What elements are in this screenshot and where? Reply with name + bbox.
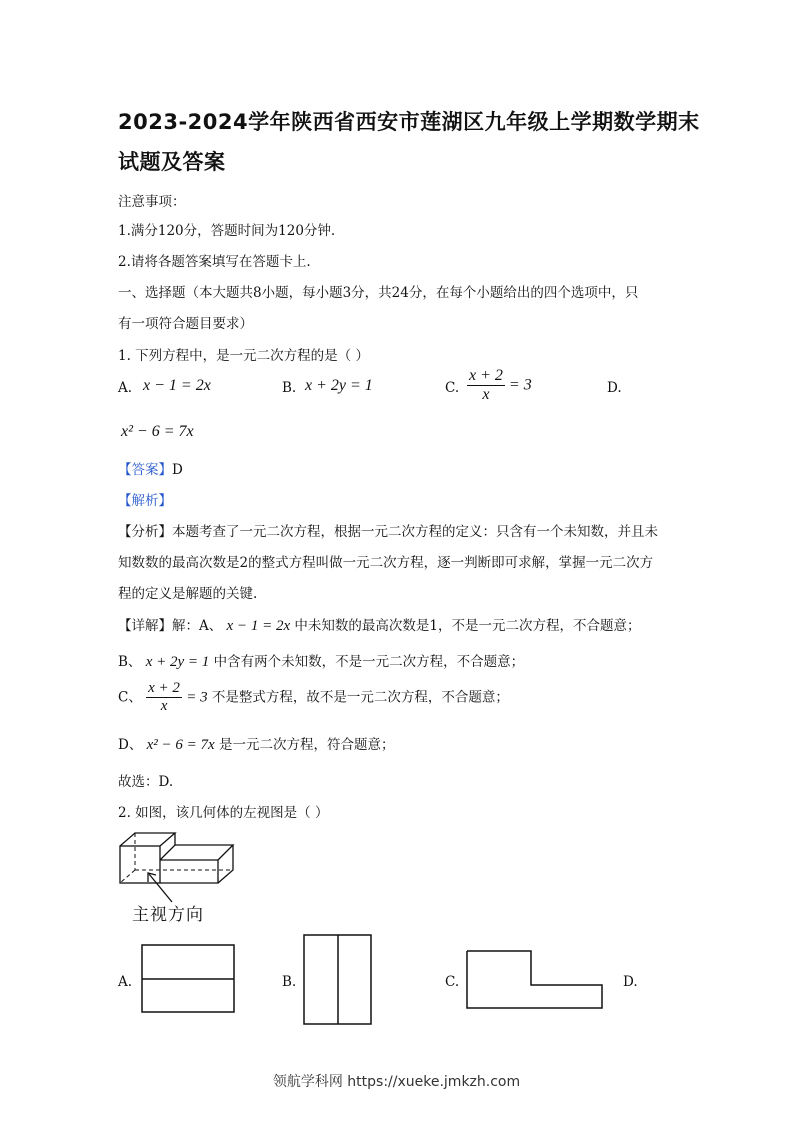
q1-option-b-label: B. — [282, 380, 297, 396]
detail-b-text: 中含有两个未知数，不是一元二次方程，不合题意； — [213, 654, 525, 670]
section-heading-line1: 一、选择题（本大题共8小题，每小题3分，共24分，在每个小题给出的四个选项中，只 — [118, 285, 639, 301]
detail-lead: 【详解】解：A、 — [118, 618, 223, 634]
q1-option-c-fraction — [467, 367, 505, 405]
detail-c-text: 不是整式方程，故不是一元二次方程，不合题意； — [211, 689, 509, 706]
detail-d-expr: x² − 6 = 7x — [146, 737, 215, 753]
q1-option-c-label: C. — [445, 380, 460, 396]
q2-option-b-figure — [303, 934, 373, 1026]
q1-option-a-label: A. — [118, 380, 133, 396]
q1-option-c-rhs: = 3 — [508, 376, 532, 394]
detail-c-rhs: = 3 — [186, 689, 208, 706]
q2-option-b-label: B. — [282, 974, 297, 990]
q1-option-b-expr: x + 2y = 1 — [305, 377, 373, 394]
page-title-line1: 2023-2024学年陕西省西安市莲湖区九年级上学期数学期末 — [118, 110, 700, 134]
analysis-line-3: 程的定义是解题的关键. — [118, 586, 258, 602]
q2-option-a-label: A. — [118, 974, 133, 990]
detail-a-text: 中未知数的最高次数是1，不是一元二次方程，不合题意； — [294, 618, 641, 634]
figure-caption: 主视方向 — [132, 905, 204, 925]
q1-option-d-label: D. — [607, 380, 622, 396]
q2-option-d-label: D. — [623, 974, 638, 990]
detail-b-lead: B、 — [118, 654, 142, 670]
answer-line — [118, 458, 183, 478]
question-1-stem: 1. 下列方程中，是一元二次方程的是（ ） — [118, 348, 369, 364]
detail-d-lead: D、 — [118, 737, 143, 753]
detail-line-b — [118, 650, 524, 671]
detail-line-a — [118, 614, 641, 635]
analysis-line-2: 知数数的最高次数是2的整式方程叫做一元二次方程，逐一判断即可求解，掌握一元二次方 — [118, 555, 654, 571]
q1-option-a-expr: x − 1 = 2x — [143, 377, 211, 394]
q1-option-d-expr: x² − 6 = 7x — [121, 423, 194, 440]
q1-option-c-numerator: x + 2 — [467, 367, 505, 386]
q2-solid-figure — [115, 828, 245, 888]
notice-item-2: 2.请将各题答案填写在答题卡上. — [118, 254, 311, 270]
q2-option-a-figure — [141, 944, 236, 1014]
q1-option-c-expr — [467, 367, 532, 405]
q2-option-c-figure — [466, 950, 604, 1010]
q2-option-c-label: C. — [445, 974, 460, 990]
detail-line-d — [118, 733, 394, 754]
detail-c-denominator: x — [160, 698, 168, 715]
answer-value: D — [172, 462, 183, 478]
notice-heading: 注意事项： — [118, 194, 186, 210]
notice-item-1: 1.满分120分，答题时间为120分钟. — [118, 223, 336, 239]
detail-c-lead: C、 — [118, 689, 142, 706]
detail-d-text: 是一元二次方程，符合题意； — [218, 737, 395, 753]
question-2-stem: 2. 如图，该几何体的左视图是（ ） — [118, 805, 329, 821]
detail-b-expr: x + 2y = 1 — [145, 654, 210, 670]
analysis-line-1: 【分析】本题考查了一元二次方程，根据一元二次方程的定义：只含有一个未知数，并且未 — [118, 524, 658, 540]
answer-tag: 【答案】 — [118, 462, 172, 478]
detail-c-fraction — [146, 680, 182, 716]
footer-watermark: 领航学科网 https://xueke.jmkzh.com — [272, 1074, 521, 1090]
detail-line-c — [118, 680, 509, 716]
page-title-line2: 试题及答案 — [118, 150, 226, 174]
q1-option-c-denominator: x — [482, 386, 490, 404]
detail-a-expr: x − 1 = 2x — [226, 618, 291, 634]
detail-conclusion: 故选：D. — [118, 774, 174, 790]
analysis-tag: 【解析】 — [118, 493, 172, 509]
section-heading-line2: 有一项符合题目要求） — [118, 316, 253, 332]
detail-c-numerator: x + 2 — [146, 680, 182, 698]
